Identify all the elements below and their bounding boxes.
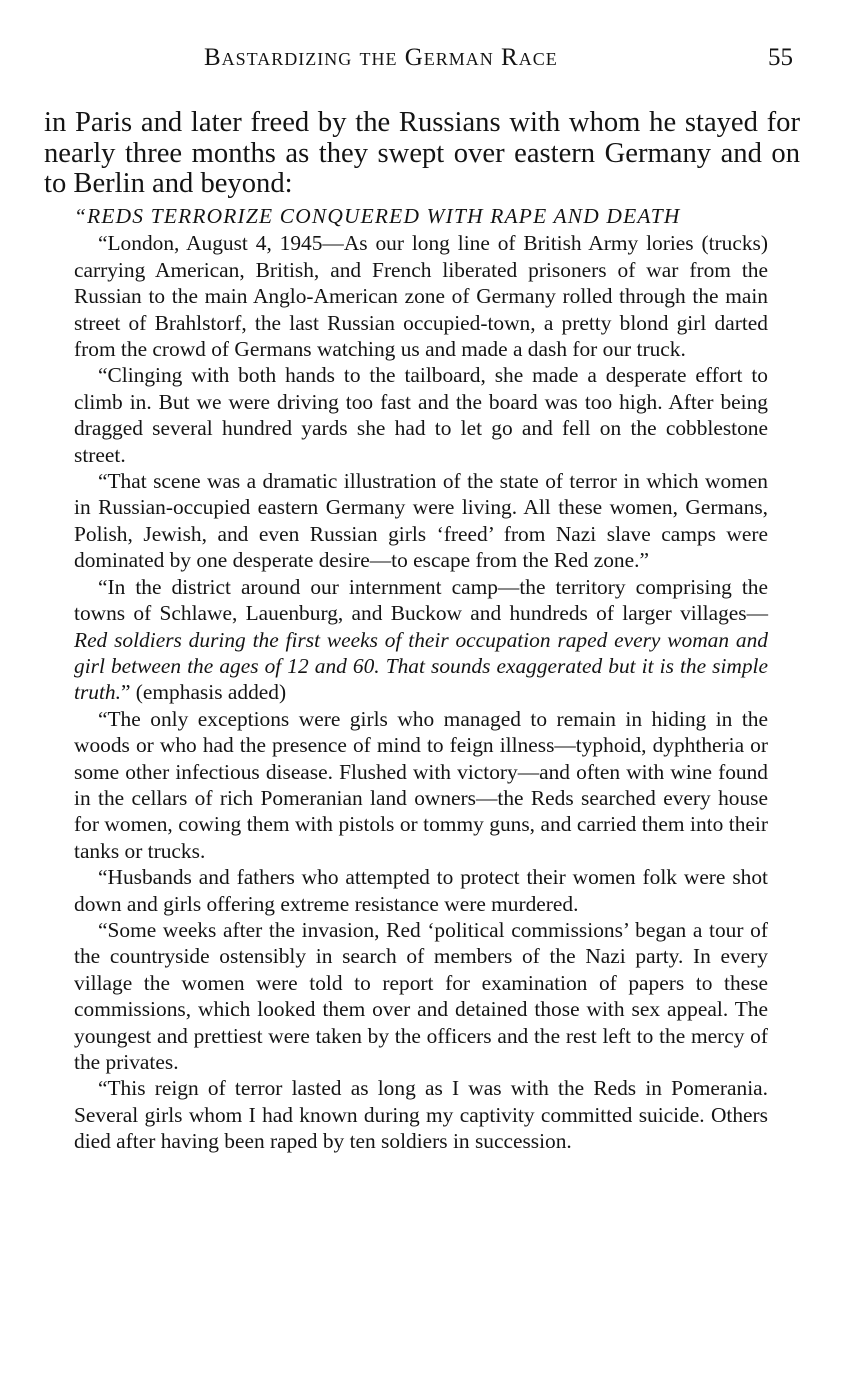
quote-paragraph-2: “Clinging with both hands to the tailboard, she made a desperate effort to climb in. But we were driving too fast and the board was too high. After being dragged several hundred yards she had to let go and fell on the cobblestone street.: [74, 363, 768, 467]
quote-paragraph-7: “Some weeks after the invasion, Red ‘political commissions’ began a tour of the countryside ostensibly in search of members of the Nazi party. In every village the women were told to report for examination of papers to these commissions, which looked them over and detained those with sex appeal. The youngest and prettiest were taken by the officers and the rest left to the mercy of the privates.: [74, 917, 768, 1074]
quote-headline: “REDS TERRORIZE CONQUERED WITH RAPE AND DEATH: [74, 204, 681, 228]
quote-paragraph-1: “London, August 4, 1945—As our long line of British Army lories (trucks) carrying American, British, and French liberated prisoners of war from the Russian to the main Anglo-American zone of Germany rolled through the main street of Brahlstorf, the last Russian occupied-town, a pretty blond girl darted from the crowd of Germans watching us and made a dash for our truck.: [74, 231, 768, 362]
quote-paragraph-district: [74, 574, 768, 706]
quote-paragraph-6: “Husbands and fathers who attempted to protect their women folk were shot down and girls offering extreme resistance were murdered.: [74, 865, 768, 916]
emphasis-note: ” (emphasis added): [120, 680, 287, 705]
quoted-newspaper-report: [74, 203, 768, 1155]
running-title: Bastardizing the German Race: [204, 44, 558, 71]
district-text: “In the district around our internment camp—the territory comprising the towns of Schlawe, Lauenburg, and Buckow and hundreds of larger villages—: [74, 574, 768, 626]
page-number: 55: [768, 44, 793, 71]
quote-paragraph-8: “This reign of terror lasted as long as I was with the Reds in Pomerania. Several girls whom I had known during my captivity committed suicide. Others died after having been raped by ten soldiers in succession.: [74, 1076, 768, 1154]
emphasized-passage: Red soldiers during the first weeks of their occupation raped every woman and girl between the ages of 12 and 60. That sounds exaggerated but it is the simple truth.: [74, 627, 768, 705]
quote-paragraph-3: “That scene was a dramatic illustration of the state of terror in which women in Russian-occupied eastern Germany were living. All these women, Germans, Polish, Jewish, and even Russian girls ‘freed’ from Nazi slave camps were dominated by one desperate desire—to escape from the Red zone.”: [74, 469, 768, 573]
running-header: [0, 44, 847, 76]
lead-paragraph: in Paris and later freed by the Russians with whom he stayed for nearly three months as they swept over eastern Germany and on to Berlin and beyond:: [44, 107, 800, 199]
quote-paragraph-5: “The only exceptions were girls who managed to remain in hiding in the woods or who had the presence of mind to feign illness—typhoid, dyphtheria or some other infectious disease. Flushed with victory—and often with wine found in the cellars of rich Pomeranian land owners—the Reds searched every house for women, cowing them with pistols or tommy guns, and carried them into their tanks or trucks.: [74, 706, 768, 863]
